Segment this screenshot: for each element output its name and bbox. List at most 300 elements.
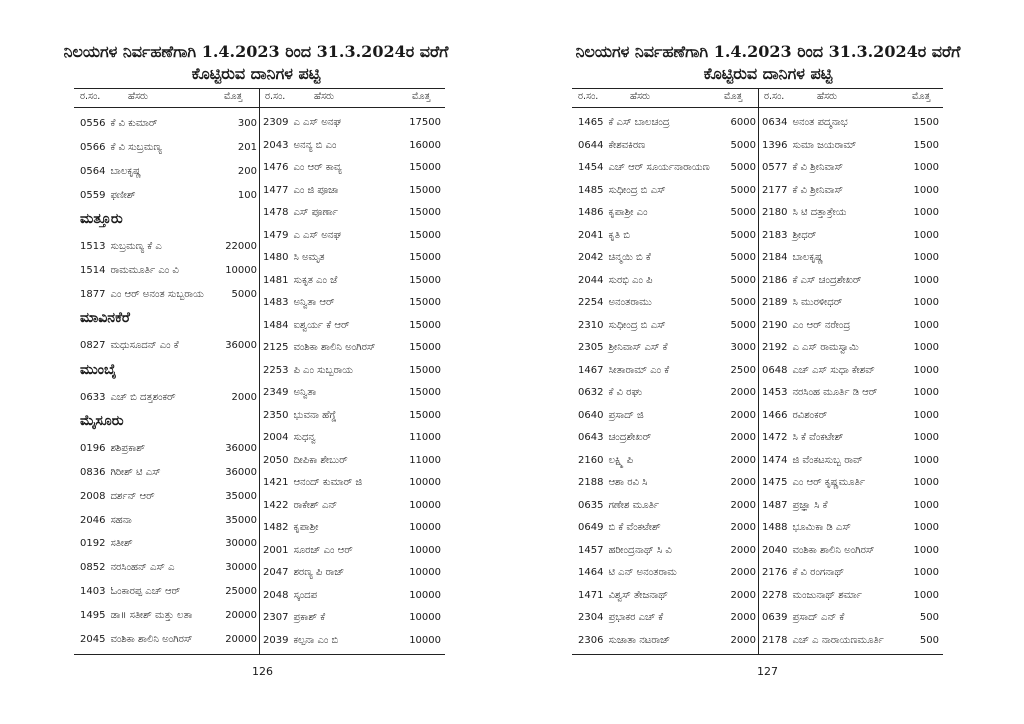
donor-name: ಕೃಪಾಶ್ರೀ ಎಂ bbox=[608, 207, 648, 219]
table-row bbox=[578, 499, 756, 513]
table-row bbox=[762, 431, 939, 445]
serial-number: 1514 bbox=[80, 264, 106, 276]
serial-number: 2192 bbox=[762, 342, 788, 354]
section-heading: ಮೈಸೂರು bbox=[80, 413, 124, 430]
donation-amount: 16000 bbox=[409, 139, 441, 151]
donor-name: ಸಿ ಮುರಳೀಧರ್ bbox=[792, 297, 843, 309]
donor-name: ಎ ಎಸ್ ಅನಘ bbox=[293, 117, 341, 129]
donor-name: ಕೆ ವಿ ಕುಮಾರ್ bbox=[110, 117, 158, 129]
header-amount: ಮೊತ್ತ bbox=[724, 91, 743, 102]
serial-number: 1877 bbox=[80, 288, 106, 300]
serial-number: 2349 bbox=[263, 387, 289, 399]
section-heading: ಮುಂಬೈ bbox=[80, 361, 117, 378]
table-row bbox=[263, 296, 441, 310]
serial-number: 1513 bbox=[80, 241, 106, 252]
serial-number: 1480 bbox=[263, 252, 289, 264]
donation-amount: 1000 bbox=[913, 567, 939, 579]
table-row bbox=[263, 364, 441, 378]
donor-name: ಶರಣ್ಯ ಪಿ ರಾಜ್ bbox=[293, 567, 345, 579]
donor-name: ಅನನ್ಯ ಬಿ ಎಂ bbox=[293, 139, 337, 151]
donor-name: ಪ್ರಭಾಕರ ಎಚ್ ಕೆ bbox=[608, 612, 664, 624]
header-amount: ಮೊತ್ತ bbox=[412, 91, 431, 102]
table-row bbox=[762, 499, 939, 513]
table-row bbox=[578, 274, 756, 288]
donation-amount: 1000 bbox=[913, 184, 939, 196]
donor-name: ಓಂಕಾರಪ್ಪ ಎಚ್ ಆರ್ bbox=[110, 586, 181, 598]
table-row bbox=[263, 116, 441, 130]
serial-number: 1484 bbox=[263, 319, 289, 331]
donor-name: ಅನ್ವಿತಾ ಆರ್ bbox=[293, 297, 335, 309]
serial-number: 0632 bbox=[578, 387, 604, 399]
donation-amount: 1000 bbox=[913, 342, 939, 354]
serial-number: 2184 bbox=[762, 252, 788, 264]
table-row bbox=[80, 537, 257, 551]
donor-name: ಅನ್ವಿತಾ bbox=[293, 387, 317, 399]
table-row bbox=[263, 319, 441, 333]
serial-number: 1488 bbox=[762, 522, 788, 534]
serial-number: 2042 bbox=[578, 252, 604, 264]
donation-amount: 10000 bbox=[409, 499, 441, 511]
donation-amount: 15000 bbox=[409, 319, 441, 331]
table-row bbox=[578, 319, 756, 333]
table-row bbox=[762, 454, 939, 468]
table-row bbox=[263, 341, 441, 355]
table-row bbox=[762, 274, 939, 288]
donor-name: ಸಿ ಟಿ ದತ್ತಾತ್ರೇಯ bbox=[792, 207, 847, 219]
donation-amount: 2000 bbox=[730, 409, 756, 421]
serial-number: 2004 bbox=[263, 432, 289, 444]
serial-number: 2189 bbox=[762, 297, 788, 309]
donation-amount: 15000 bbox=[409, 162, 441, 174]
donation-amount: 15000 bbox=[409, 409, 441, 421]
donor-name: ಮಧುಸೂದನ್ ಎಂ ಕೆ bbox=[110, 340, 179, 352]
table-row bbox=[762, 116, 939, 130]
donation-amount: 1000 bbox=[913, 162, 939, 174]
donation-amount: 2000 bbox=[730, 544, 756, 556]
donation-amount: 5000 bbox=[730, 139, 756, 151]
page-number: 127 bbox=[757, 665, 778, 678]
table-row bbox=[80, 189, 257, 203]
donor-name: ಮಂಜುನಾಥ್ ಶರ್ಮಾ bbox=[792, 589, 862, 601]
table-row bbox=[762, 589, 939, 603]
donor-name: ಆನಂದ್ ಕುಮಾರ್ ಜಿ bbox=[293, 477, 363, 489]
serial-number: 2278 bbox=[762, 589, 788, 601]
donation-amount: 10000 bbox=[409, 634, 441, 646]
donor-name: ಸುಧೀಂದ್ರ ಬಿ ಎಸ್ bbox=[608, 319, 666, 331]
donor-name: ಪ್ರಜ್ಞಾ ಸಿ ಕೆ bbox=[792, 499, 828, 511]
serial-number: 2039 bbox=[263, 634, 289, 646]
serial-number: 2048 bbox=[263, 589, 289, 601]
serial-number: 1476 bbox=[263, 162, 289, 174]
table-row bbox=[80, 585, 257, 599]
donation-amount: 15000 bbox=[409, 364, 441, 376]
page-title: ನಿಲಯಗಳ ನಿರ್ವಹಣೆಗಾಗಿ 1.4.2023 ರಿಂದ 31.3.2024ರ ವರೆಗೆ bbox=[63, 42, 449, 61]
table-row bbox=[762, 206, 939, 220]
donation-amount: 300 bbox=[237, 117, 257, 129]
donor-name: ಸ್ಕಂದಪ bbox=[293, 589, 318, 601]
serial-number: 1466 bbox=[762, 409, 788, 421]
donor-table bbox=[572, 88, 943, 655]
serial-number: 1454 bbox=[578, 162, 604, 174]
page-title: ನಿಲಯಗಳ ನಿರ್ವಹಣೆಗಾಗಿ 1.4.2023 ರಿಂದ 31.3.2024ರ ವರೆಗೆ bbox=[575, 42, 961, 61]
donor-name: ಎಂ ಆರ್ ಕಾವ್ಯ bbox=[293, 162, 342, 174]
serial-number: 0644 bbox=[578, 139, 604, 151]
donor-name: ಕೆ ಎಸ್ ಬಾಲಚಂದ್ರ bbox=[608, 117, 670, 129]
serial-number: 2046 bbox=[80, 514, 106, 526]
donation-amount: 1500 bbox=[913, 117, 939, 129]
donor-name: ಸುಜಾತಾ ನಟರಾಜ್ bbox=[608, 634, 671, 646]
page-subtitle: ಕೊಟ್ಟಿರುವ ದಾನಿಗಳ ಪಟ್ಟಿ bbox=[191, 64, 321, 83]
donor-name: ಸಹನಾ bbox=[110, 514, 132, 526]
donor-name: ವಿಶ್ವಸ್ ತೇಜನಾಥ್ bbox=[608, 589, 668, 601]
serial-number: 2309 bbox=[263, 117, 289, 129]
donation-amount: 500 bbox=[919, 634, 939, 646]
donor-name: ಎಂ ಜಿ ಪೂಜಾ bbox=[293, 184, 339, 196]
donor-name: ಶ್ರೀಧರ್ bbox=[792, 229, 817, 241]
donation-amount: 15000 bbox=[409, 207, 441, 219]
donor-name: ಸೀತಾರಾಮ್ ಎಂ ಕೆ bbox=[608, 364, 670, 376]
serial-number: 0836 bbox=[80, 466, 106, 478]
donation-amount: 5000 bbox=[730, 274, 756, 286]
donation-amount: 30000 bbox=[225, 562, 257, 574]
table-row bbox=[578, 409, 756, 423]
donor-name: ಸತೀಶ್ bbox=[110, 538, 133, 550]
donor-name: ಕೆ ವಿ ಶ್ರೀನಿವಾಸ್ bbox=[792, 162, 844, 174]
serial-number: 0649 bbox=[578, 522, 604, 534]
donor-name: ಡಾ॥ ಸತೀಶ್ ಮತ್ತು ಲತಾ bbox=[110, 610, 193, 622]
donor-name: ಆಶಾ ರವಿ ಸಿ bbox=[608, 477, 648, 489]
serial-number: 0643 bbox=[578, 432, 604, 444]
donation-amount: 36000 bbox=[225, 340, 257, 352]
table-row bbox=[762, 341, 939, 355]
donor-name: ಸೂರಜ್ ಎಂ ಆರ್ bbox=[293, 544, 353, 556]
donation-amount: 1000 bbox=[913, 319, 939, 331]
table-row bbox=[578, 116, 756, 130]
donation-amount: 2000 bbox=[231, 391, 257, 403]
header-serial: ರ.ಸಂ. bbox=[265, 91, 286, 102]
donor-name: ಸುಮಾ ಜಯರಾಮ್ bbox=[792, 139, 857, 151]
serial-number: 0577 bbox=[762, 162, 788, 174]
table-row bbox=[263, 544, 441, 558]
donation-amount: 1500 bbox=[913, 139, 939, 151]
donation-amount: 5000 bbox=[730, 252, 756, 264]
donor-name: ಎಸ್ ಪೂರ್ಣಾ bbox=[293, 207, 338, 219]
donor-name: ಚಂದ್ರಶೇಖರ್ bbox=[608, 432, 652, 444]
serial-number: 0559 bbox=[80, 189, 106, 201]
table-row bbox=[263, 499, 441, 513]
donor-name: ಕಲ್ಪನಾ ಎಂ ಬಿ bbox=[293, 634, 339, 646]
donation-amount: 1000 bbox=[913, 432, 939, 444]
donation-amount: 35000 bbox=[225, 490, 257, 502]
donation-amount: 1000 bbox=[913, 387, 939, 399]
donation-amount: 1000 bbox=[913, 252, 939, 264]
serial-number: 2190 bbox=[762, 319, 788, 331]
donation-amount: 5000 bbox=[730, 207, 756, 219]
table-row bbox=[263, 521, 441, 535]
donation-amount: 1000 bbox=[913, 297, 939, 309]
table-row bbox=[578, 544, 756, 558]
donor-name: ಭೂಮಿಕಾ ಡಿ ಎಸ್ bbox=[792, 522, 851, 534]
donation-amount: 1000 bbox=[913, 229, 939, 241]
table-row bbox=[80, 117, 257, 131]
donation-amount: 1000 bbox=[913, 409, 939, 421]
table-row bbox=[578, 454, 756, 468]
donation-amount: 15000 bbox=[409, 297, 441, 309]
donor-name: ಬಾಲಕೃಷ್ಣ bbox=[792, 252, 824, 264]
table-row bbox=[263, 409, 441, 423]
serial-number: 1403 bbox=[80, 586, 106, 598]
donation-amount: 11000 bbox=[409, 454, 441, 466]
donation-amount: 35000 bbox=[225, 514, 257, 526]
donor-name: ಕೆ ಎಸ್ ಚಂದ್ರಶೇಖರ್ bbox=[792, 274, 862, 286]
serial-number: 2001 bbox=[263, 544, 289, 556]
serial-number: 2125 bbox=[263, 342, 289, 354]
serial-number: 1474 bbox=[762, 454, 788, 466]
table-row bbox=[80, 609, 257, 623]
serial-number: 2304 bbox=[578, 612, 604, 624]
serial-number: 1422 bbox=[263, 499, 289, 511]
serial-number: 1482 bbox=[263, 522, 289, 534]
table-row bbox=[578, 634, 756, 648]
donation-amount: 2000 bbox=[730, 634, 756, 646]
table-row bbox=[762, 139, 939, 153]
donor-table bbox=[74, 88, 445, 655]
table-row bbox=[80, 240, 257, 254]
donation-amount: 10000 bbox=[225, 264, 257, 276]
donor-name: ಅನಂತರಾಮು bbox=[608, 297, 652, 309]
donation-amount: 22000 bbox=[225, 241, 257, 252]
donation-amount: 10000 bbox=[409, 477, 441, 489]
donor-name: ದರ್ಶನ್ ಆರ್ bbox=[110, 490, 155, 502]
serial-number: 1467 bbox=[578, 364, 604, 376]
donor-name: ಸಿ ಕೆ ವೆಂಕಟೇಶ್ bbox=[792, 432, 844, 444]
serial-number: 1471 bbox=[578, 589, 604, 601]
donor-name: ಪ್ರಸಾದ್ ಜಿ bbox=[608, 409, 644, 421]
serial-number: 1465 bbox=[578, 117, 604, 129]
table-row bbox=[263, 566, 441, 580]
table-row bbox=[263, 476, 441, 490]
serial-number: 2186 bbox=[762, 274, 788, 286]
table-row bbox=[263, 634, 441, 648]
donor-name: ಕೆ ವಿ ಶ್ರೀನಿವಾಸ್ bbox=[792, 184, 844, 196]
donor-name: ಟಿ ಎನ್ ಅನಂತರಾಮ bbox=[608, 567, 677, 579]
donation-amount: 5000 bbox=[730, 297, 756, 309]
table-row bbox=[578, 364, 756, 378]
table-row bbox=[578, 296, 756, 310]
donation-amount: 30000 bbox=[225, 538, 257, 550]
table-row bbox=[80, 442, 257, 456]
serial-number: 2008 bbox=[80, 490, 106, 502]
serial-number: 2176 bbox=[762, 567, 788, 579]
donor-name: ಭುವನಾ ಹೆಗ್ಡೆ bbox=[293, 409, 337, 421]
donation-amount: 200 bbox=[237, 165, 257, 177]
serial-number: 1457 bbox=[578, 544, 604, 556]
donation-amount: 10000 bbox=[409, 589, 441, 601]
serial-number: 0635 bbox=[578, 499, 604, 511]
donor-name: ಎ ಎಸ್ ರಾಮಸ್ವಾಮಿ bbox=[792, 342, 859, 354]
table-row bbox=[263, 589, 441, 603]
section-heading: ಮಾವಿನಕೆರೆ bbox=[80, 310, 130, 327]
serial-number: 1487 bbox=[762, 499, 788, 511]
header-name: ಹೆಸರು bbox=[817, 91, 838, 102]
table-row bbox=[263, 454, 441, 468]
serial-number: 2043 bbox=[263, 139, 289, 151]
serial-number: 2041 bbox=[578, 229, 604, 241]
donation-amount: 1000 bbox=[913, 207, 939, 219]
donation-amount: 5000 bbox=[730, 162, 756, 174]
donation-amount: 6000 bbox=[730, 117, 756, 129]
table-row bbox=[762, 521, 939, 535]
donor-name: ಶಶಿಪ್ರಕಾಶ್ bbox=[110, 442, 146, 454]
donor-name: ಚಿನ್ಮಯಿ ಬಿ ಕೆ bbox=[608, 252, 651, 264]
table-row bbox=[80, 141, 257, 155]
serial-number: 0633 bbox=[80, 391, 106, 403]
table-row bbox=[762, 386, 939, 400]
serial-number: 1478 bbox=[263, 207, 289, 219]
serial-number: 2050 bbox=[263, 454, 289, 466]
donation-amount: 36000 bbox=[225, 442, 257, 454]
donor-name: ಸುಧೀಂದ್ರ ಬಿ ಎಸ್ bbox=[608, 184, 666, 196]
donor-name: ವಂಶಿಕಾ ಶಾಲಿನಿ ಅಂಗಿರಸ್ bbox=[293, 342, 376, 354]
donation-amount: 3000 bbox=[730, 342, 756, 354]
serial-number: 2183 bbox=[762, 229, 788, 241]
table-row bbox=[578, 611, 756, 625]
donor-name: ನರಸಿಂಹನ್ ಎಸ್ ಎ bbox=[110, 562, 175, 574]
table-row bbox=[762, 161, 939, 175]
serial-number: 0827 bbox=[80, 340, 106, 352]
donation-amount: 1000 bbox=[913, 589, 939, 601]
table-row bbox=[80, 466, 257, 480]
table-row bbox=[80, 165, 257, 179]
table-row bbox=[263, 184, 441, 198]
table-row bbox=[80, 288, 257, 302]
donor-name: ಕೆ ವಿ ಸುಬ್ರಮಣ್ಯ bbox=[110, 141, 162, 153]
table-row bbox=[263, 431, 441, 445]
donation-amount: 5000 bbox=[231, 288, 257, 300]
serial-number: 2306 bbox=[578, 634, 604, 646]
serial-number: 2350 bbox=[263, 409, 289, 421]
table-row bbox=[80, 514, 257, 528]
donation-amount: 1000 bbox=[913, 522, 939, 534]
page-number: 126 bbox=[252, 665, 273, 678]
serial-number: 2044 bbox=[578, 274, 604, 286]
table-row bbox=[80, 264, 257, 278]
donation-amount: 1000 bbox=[913, 364, 939, 376]
donor-name: ವಂಶಿಕಾ ಶಾಲಿನಿ ಅಂಗಿರಸ್ bbox=[792, 544, 875, 556]
serial-number: 1472 bbox=[762, 432, 788, 444]
donation-amount: 1000 bbox=[913, 274, 939, 286]
table-row bbox=[263, 229, 441, 243]
donation-amount: 15000 bbox=[409, 342, 441, 354]
donor-name: ನರಸಿಂಹ ಮೂರ್ತಿ ಡಿ ಆರ್ bbox=[792, 387, 878, 399]
serial-number: 2310 bbox=[578, 319, 604, 331]
page-subtitle: ಕೊಟ್ಟಿರುವ ದಾನಿಗಳ ಪಟ್ಟಿ bbox=[703, 64, 833, 83]
donation-amount: 10000 bbox=[409, 544, 441, 556]
donation-amount: 2000 bbox=[730, 454, 756, 466]
donation-amount: 11000 bbox=[409, 432, 441, 444]
table-row bbox=[263, 206, 441, 220]
donation-amount: 36000 bbox=[225, 466, 257, 478]
donation-amount: 15000 bbox=[409, 229, 441, 241]
donor-name: ಗಿರೀಶ್ ಟಿ ಎಸ್ bbox=[110, 466, 161, 478]
donor-name: ಎಂ ಆರ್ ಅನಂತ ಸುಬ್ಬರಾಯ bbox=[110, 288, 204, 300]
header-name: ಹೆಸರು bbox=[630, 91, 651, 102]
table-row bbox=[762, 566, 939, 580]
donor-name: ಜಿ ವೆಂಕಟಸುಬ್ಬ ರಾವ್ bbox=[792, 454, 863, 466]
donor-name: ಎಚ್ ಆರ್ ಸೂರ್ಯನಾರಾಯಣ bbox=[608, 162, 710, 174]
donation-amount: 15000 bbox=[409, 387, 441, 399]
table-row bbox=[578, 139, 756, 153]
serial-number: 1485 bbox=[578, 184, 604, 196]
serial-number: 0634 bbox=[762, 117, 788, 129]
serial-number: 0564 bbox=[80, 165, 106, 177]
table-row bbox=[578, 476, 756, 490]
header-amount: ಮೊತ್ತ bbox=[912, 91, 931, 102]
table-row bbox=[762, 634, 939, 648]
donor-name: ಸುರಭಿ ಎಂ ಪಿ bbox=[608, 274, 653, 286]
table-row bbox=[578, 206, 756, 220]
serial-number: 0192 bbox=[80, 538, 106, 550]
donation-amount: 1000 bbox=[913, 544, 939, 556]
serial-number: 1464 bbox=[578, 567, 604, 579]
donor-name: ಎಚ್ ಎಸ್ ಸುಧಾ ಕೇಶವ್ bbox=[792, 364, 875, 376]
donation-amount: 2000 bbox=[730, 567, 756, 579]
table-row bbox=[578, 229, 756, 243]
table-row bbox=[762, 364, 939, 378]
serial-number: 2253 bbox=[263, 364, 289, 376]
donation-amount: 2500 bbox=[730, 364, 756, 376]
donation-amount: 1000 bbox=[913, 499, 939, 511]
table-row bbox=[762, 184, 939, 198]
serial-number: 2188 bbox=[578, 477, 604, 489]
serial-number: 2045 bbox=[80, 634, 106, 646]
donor-name: ಎಂ ಆರ್ ನರೇಂದ್ರ bbox=[792, 319, 851, 331]
donor-name: ಕೇಶವಕಿರಣ bbox=[608, 139, 646, 151]
table-row bbox=[762, 544, 939, 558]
serial-number: 0196 bbox=[80, 442, 106, 454]
donor-name: ಕೃಪಾಶ್ರೀ bbox=[293, 522, 319, 534]
serial-number: 1486 bbox=[578, 207, 604, 219]
serial-number: 1475 bbox=[762, 477, 788, 489]
donor-name: ಸುಕೃತ ಎಂ ಜೆ bbox=[293, 274, 338, 286]
serial-number: 2047 bbox=[263, 567, 289, 579]
serial-number: 1483 bbox=[263, 297, 289, 309]
right-page bbox=[512, 0, 1024, 724]
donation-amount: 15000 bbox=[409, 252, 441, 264]
serial-number: 2307 bbox=[263, 612, 289, 624]
table-row bbox=[762, 476, 939, 490]
donation-amount: 2000 bbox=[730, 387, 756, 399]
serial-number: 2178 bbox=[762, 634, 788, 646]
donation-amount: 2000 bbox=[730, 522, 756, 534]
donation-amount: 2000 bbox=[730, 612, 756, 624]
table-row bbox=[263, 611, 441, 625]
serial-number: 1477 bbox=[263, 184, 289, 196]
donor-name: ಫಣೀಶ್ bbox=[110, 189, 136, 201]
header-serial: ರ.ಸಂ. bbox=[80, 91, 101, 102]
donor-name: ಸುಧನ್ವ bbox=[293, 432, 316, 444]
donor-name: ಬಾಲಕೃಷ್ಣ bbox=[110, 165, 142, 177]
donation-amount: 20000 bbox=[225, 634, 257, 646]
serial-number: 2040 bbox=[762, 544, 788, 556]
donor-name: ಐಶ್ವರ್ಯ ಕೆ ಆರ್ bbox=[293, 319, 350, 331]
donation-amount: 2000 bbox=[730, 499, 756, 511]
donor-name: ಕೆ ವಿ ರಘು bbox=[608, 387, 643, 399]
donation-amount: 100 bbox=[237, 189, 257, 201]
donor-name: ಎ ಎಸ್ ಅನಘ bbox=[293, 229, 341, 241]
serial-number: 2254 bbox=[578, 297, 604, 309]
donor-name: ಪಿ ಎಂ ಸುಬ್ಬರಾಯ bbox=[293, 364, 354, 376]
